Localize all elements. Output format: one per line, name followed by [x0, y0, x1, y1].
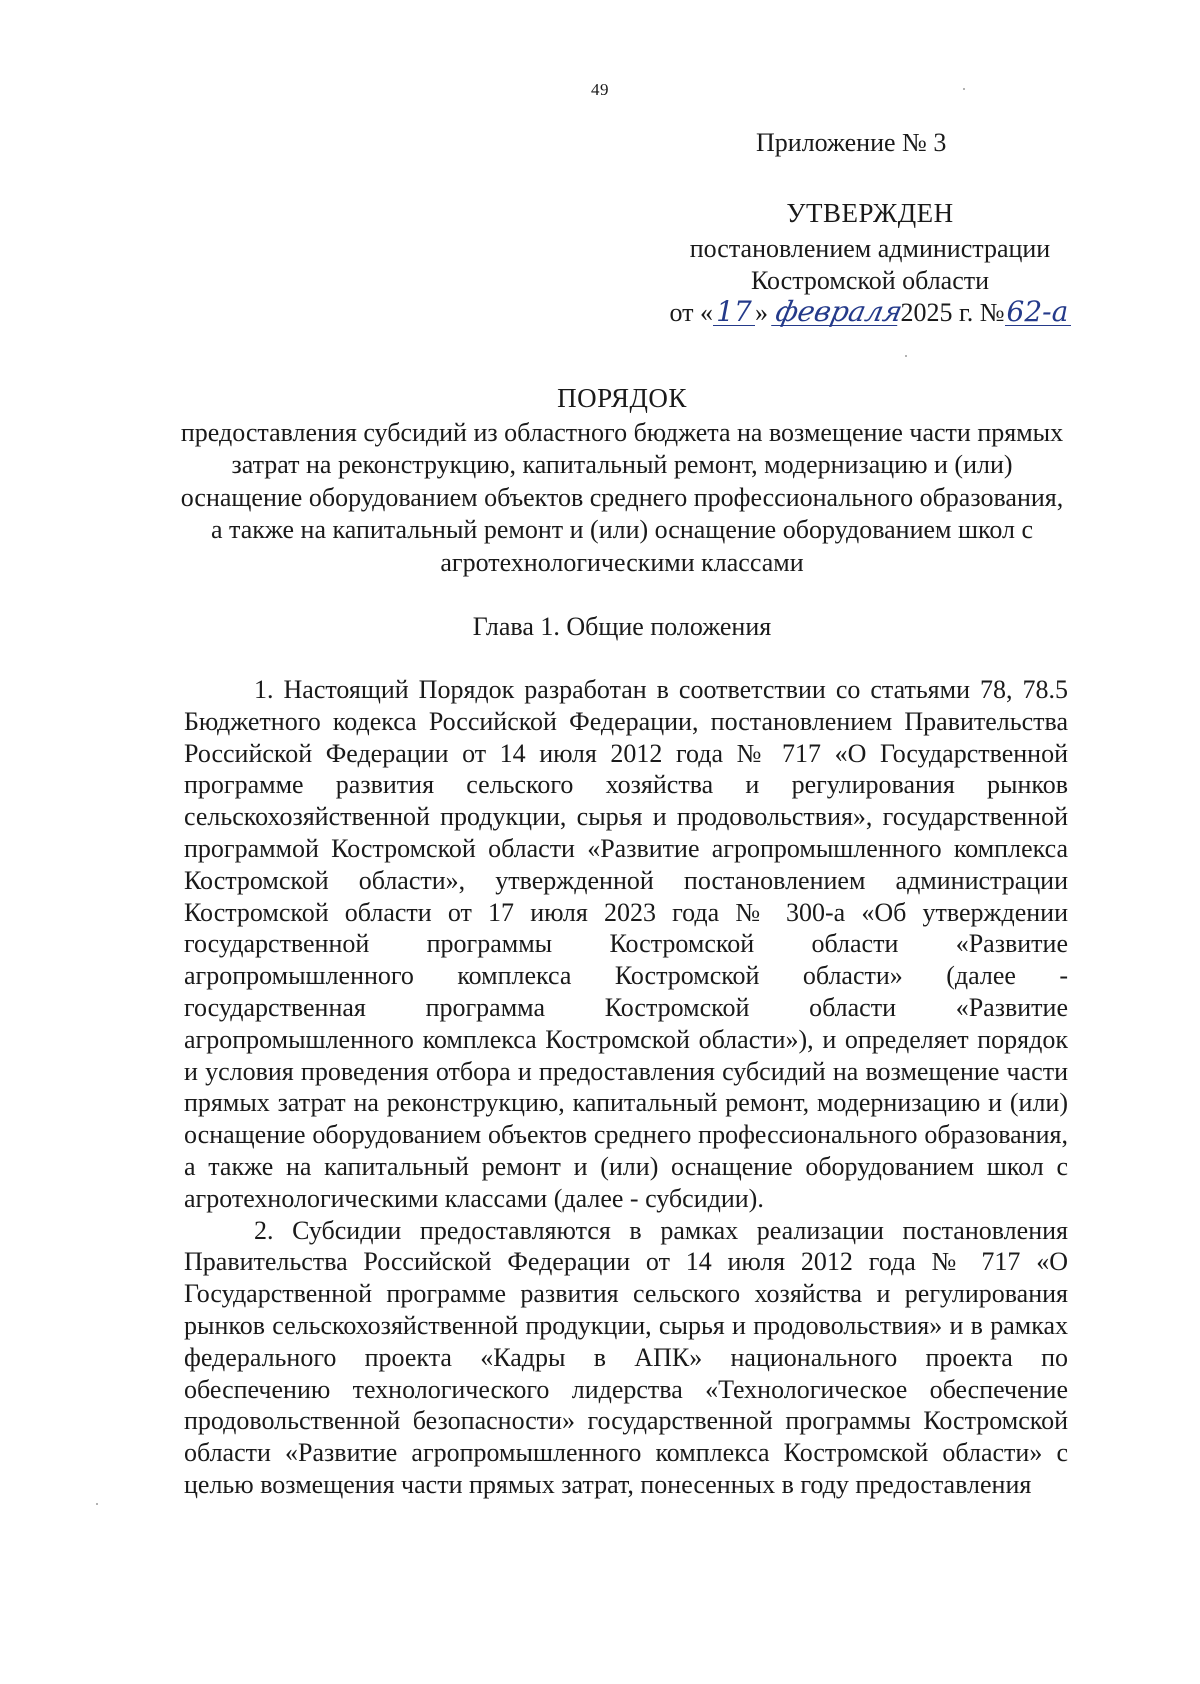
approval-date-line — [660, 297, 1080, 329]
scan-speck — [963, 88, 965, 90]
paragraph-1: 1. Настоящий Порядок разработан в соответствии со статьями 78, 78.5 Бюджетного кодекса Российской Федерации, постановлением Правительства Российской Федерации от 14 июля 2012 года № 717 «О Государственной программе развития сельского хозяйства и регулирования рынков сельскохозяйственной продукции, сырья и продовольствия», государственной программой Костромской области «Развитие агропромышленного комплекса Костромской области», утвержденной постановлением администрации Костромской области от 17 июля 2023 года № 300-а «Об утверждении государственной программы Костромской области «Развитие агропромышленного комплекса Костромской области» (далее - государственная программа Костромской области «Развитие агропромышленного комплекса Костромской области»), и определяет порядок и условия проведения отбора и предоставления субсидий на возмещение части прямых затрат на реконструкцию, капитальный ремонт, модернизацию и (или) оснащение оборудованием объектов среднего профессионального образования, а также на капитальный ремонт и (или) оснащение оборудованием школ с агротехнологическими классами (далее - субсидии). — [184, 675, 1068, 1213]
date-suffix: 2025 г. № — [900, 298, 1005, 327]
scan-speck — [96, 1503, 98, 1505]
appendix-label: Приложение № 3 — [756, 128, 947, 157]
date-mid: » — [754, 298, 768, 327]
approval-line-2: Костромской области — [750, 266, 990, 295]
approval-line-1: постановлением администрации — [689, 234, 1051, 263]
handwritten-month: февраля — [773, 295, 906, 328]
document-heading — [178, 382, 1066, 579]
handwritten-day: 17 — [713, 299, 755, 326]
document-body — [184, 674, 1068, 1501]
document-subtitle: предоставления субсидий из областного бюджета на возмещение части прямых затрат на реконструкцию, капитальный ремонт, модернизацию и (или) оснащение оборудованием объектов среднего профессионального образования, а также на капитальный ремонт и (или) оснащение оборудованием школ с агротехнологическими классами — [180, 417, 1064, 577]
approval-block — [660, 197, 1080, 329]
date-prefix: от « — [669, 298, 713, 327]
chapter-heading: Глава 1. Общие положения — [472, 612, 772, 641]
paragraph-2: 2. Субсидии предоставляются в рамках реализации постановления Правительства Российской Федерации от 14 июля 2012 года № 717 «О Государственной программе развития сельского хозяйства и регулирования рынков сельскохозяйственной продукции, сырья и продовольствия» и в рамках федерального проекта «Кадры в АПК» национального проекта по обеспечению технологического лидерства «Технологическое обеспечение продовольственной безопасности» государственной программы Костромской области «Развитие агропромышленного комплекса Костромской области» с целью возмещения части прямых затрат, понесенных в году предоставления — [184, 1215, 1068, 1499]
approval-title: УТВЕРЖДЕН — [786, 198, 954, 228]
handwritten-number: 62-а — [1005, 299, 1071, 326]
scan-speck — [905, 355, 907, 357]
page-number: 49 — [591, 80, 609, 99]
document-title: ПОРЯДОК — [557, 383, 687, 413]
